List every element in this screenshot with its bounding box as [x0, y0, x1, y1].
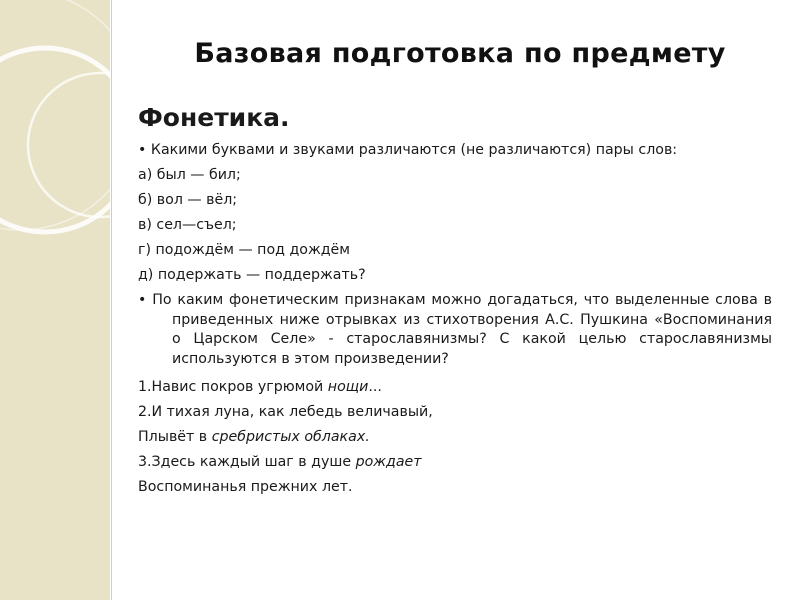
poem-line — [138, 450, 772, 475]
question-1: • Какими буквами и звуками различаются (не различаются) пары слов: — [138, 142, 678, 158]
decorative-sidebar — [0, 0, 110, 600]
slide-content — [138, 100, 772, 500]
poem-line-text: Воспоминанья прежних лет. — [138, 479, 353, 495]
poem-line-text: Плывёт в — [138, 429, 212, 445]
poem-line-text: 1.Навис покров угрюмой — [138, 379, 328, 395]
pair-item: д) подержать — поддержать? — [138, 267, 366, 283]
pair-item: а) был — бил; — [138, 167, 241, 183]
poem-line-text: 3.Здесь каждый шаг в душе — [138, 454, 356, 470]
pair-item: г) подождём — под дождём — [138, 242, 350, 258]
section-heading: Фонетика. — [138, 103, 290, 132]
poem-line — [138, 375, 772, 400]
sidebar-divider — [111, 0, 112, 600]
poem-line — [138, 475, 772, 500]
poem-line — [138, 425, 772, 450]
pair-item: б) вол — вёл; — [138, 192, 238, 208]
slide-title: Базовая подготовка по предмету — [194, 38, 726, 69]
question-2: • По каким фонетическим признакам можно догадаться, что выделенные слова в приведенных ниже отрывках из стихотворения А.С. Пушкина «Воспоминания о Царском Селе» - старославянизмы? С какой целью старославянизмы используются в этом произведении? — [138, 292, 772, 367]
poem-line-tail: ... — [368, 379, 382, 395]
decorative-rings-graphic — [0, 0, 110, 600]
poem-line-italic: сребристых облаках. — [211, 429, 370, 445]
poem-line — [138, 400, 772, 425]
poem-line-italic: рождает — [355, 454, 422, 470]
poem-line-italic: нощи — [327, 379, 369, 395]
pair-item: в) сел—съел; — [138, 217, 237, 233]
poem-line-text: 2.И тихая луна, как лебедь величавый, — [138, 404, 433, 420]
